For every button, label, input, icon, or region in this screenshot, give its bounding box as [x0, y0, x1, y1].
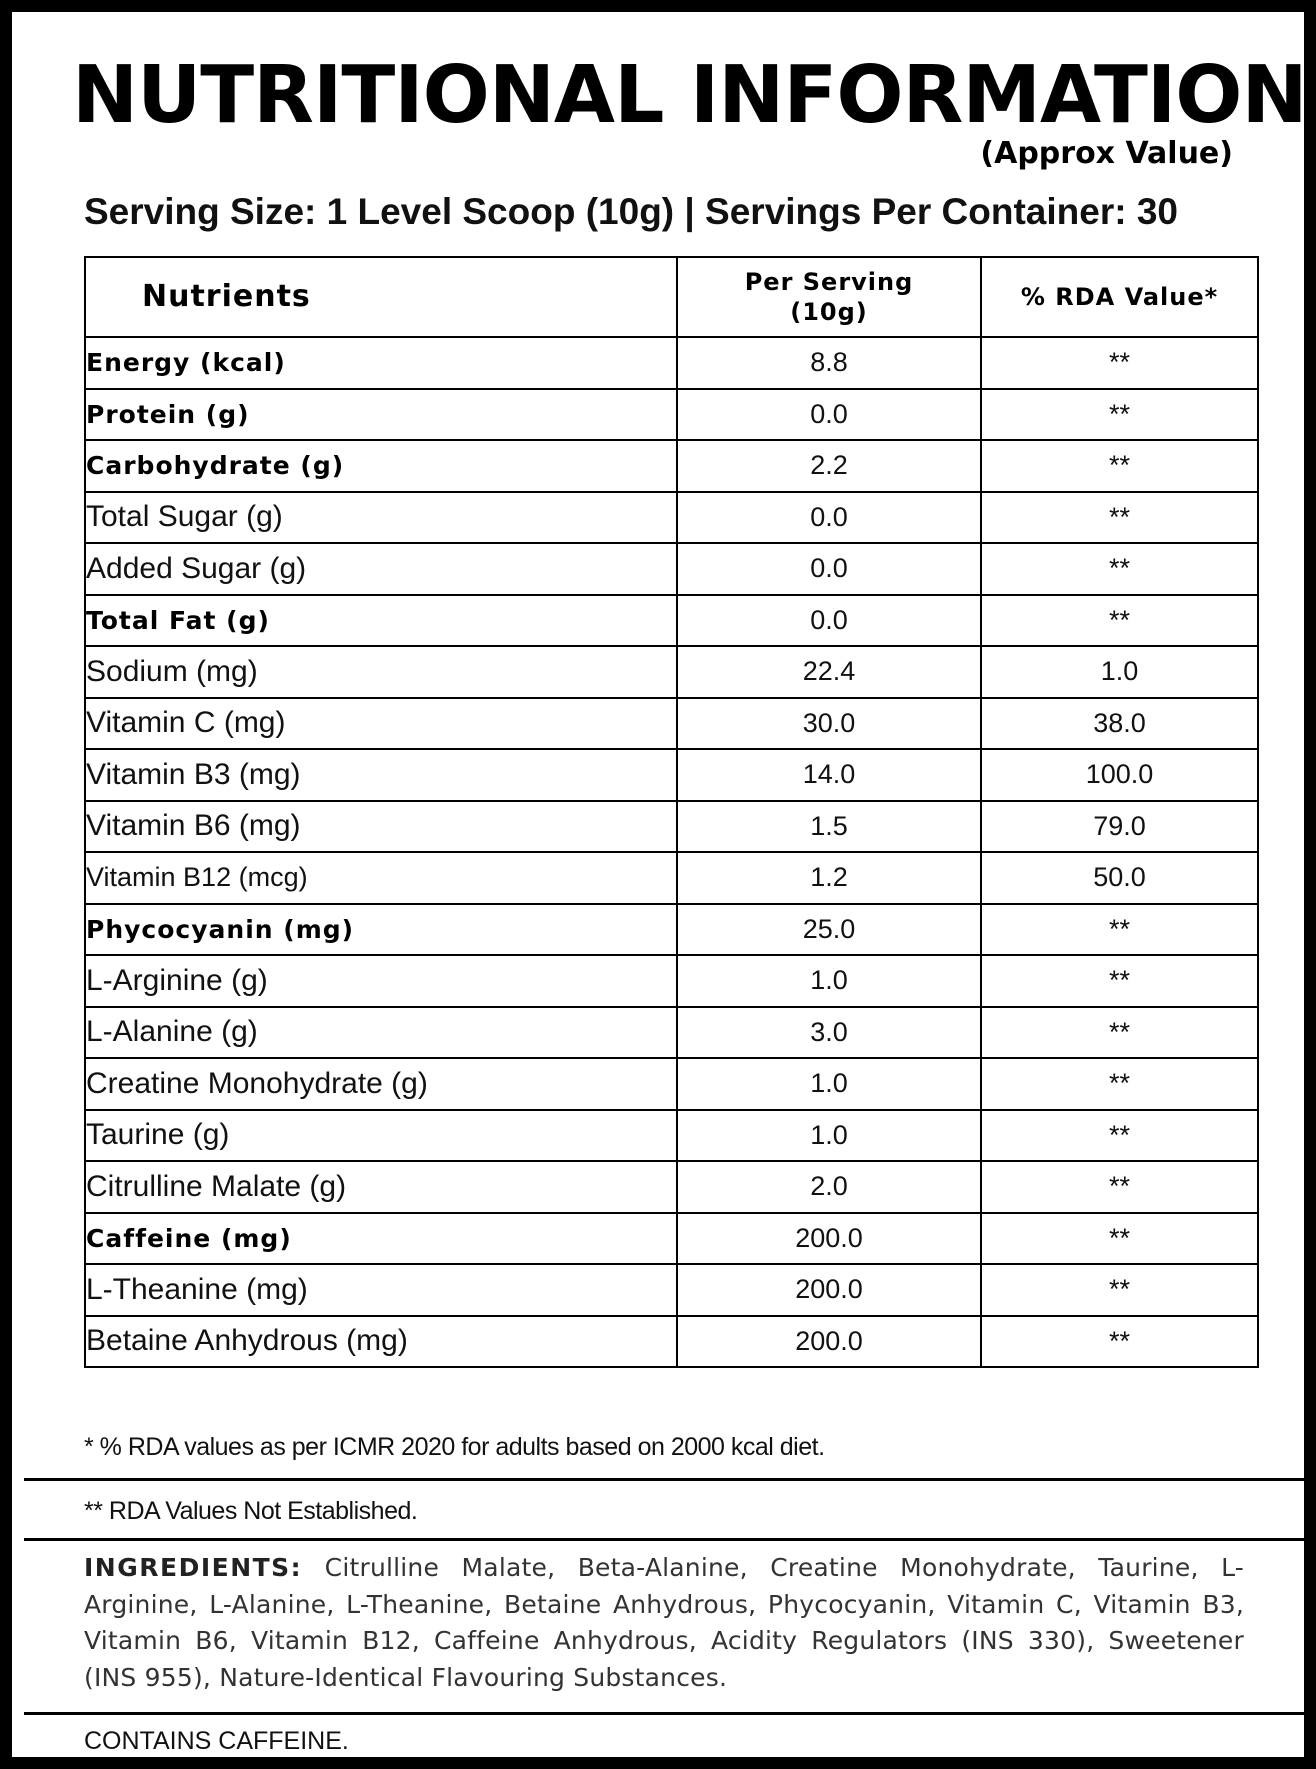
per-serving-value: 1.0 [677, 1110, 981, 1162]
header-per-serving [677, 257, 981, 337]
header-rda-value: % RDA Value* [981, 257, 1258, 337]
table-row [85, 492, 1258, 544]
nutrient-name: Creatine Monohydrate (g) [85, 1058, 677, 1110]
nutrient-name: Total Sugar (g) [85, 492, 677, 544]
nutrient-name: Vitamin B6 (mg) [85, 801, 677, 853]
per-serving-value: 1.0 [677, 955, 981, 1007]
rda-value: ** [981, 1110, 1258, 1162]
table-row [85, 646, 1258, 698]
per-serving-value: 0.0 [677, 543, 981, 595]
nutrient-name: Citrulline Malate (g) [85, 1161, 677, 1213]
rda-value: ** [981, 440, 1258, 492]
table-row [85, 543, 1258, 595]
rda-value: ** [981, 389, 1258, 441]
nutrition-table [84, 256, 1259, 1368]
table-row [85, 1161, 1258, 1213]
per-serving-value: 1.5 [677, 801, 981, 853]
header-nutrients: Nutrients [85, 257, 677, 337]
per-serving-value: 22.4 [677, 646, 981, 698]
rda-value: ** [981, 1213, 1258, 1265]
rda-value: ** [981, 337, 1258, 389]
per-serving-value: 1.0 [677, 1058, 981, 1110]
nutrient-name: Vitamin B12 (mcg) [85, 852, 677, 904]
rda-value: ** [981, 543, 1258, 595]
nutrient-name: Added Sugar (g) [85, 543, 677, 595]
nutrient-name: L-Arginine (g) [85, 955, 677, 1007]
nutrient-name: Vitamin C (mg) [85, 698, 677, 750]
nutrition-table-body [85, 337, 1258, 1367]
nutrient-name: Taurine (g) [85, 1110, 677, 1162]
rda-value: 1.0 [981, 646, 1258, 698]
header-per-serving-line2: (10g) [790, 298, 868, 326]
ingredients-text: Citrulline Malate, Beta-Alanine, Creatine Monohydrate, Taurine, L-Arginine, L-Alanine, L-Theanine, Betaine Anhydrous, Phycocyanin, Vitamin C, Vitamin B3, Vitamin B6, Vitamin B12, Caffeine Anhydrous, Acidity Regulators (INS 330), Sweetener (INS 955), Nature-Identical Flavouring Substances. [84, 1553, 1244, 1692]
per-serving-value: 0.0 [677, 492, 981, 544]
per-serving-value: 30.0 [677, 698, 981, 750]
table-row [85, 1264, 1258, 1316]
per-serving-value: 2.0 [677, 1161, 981, 1213]
per-serving-value: 200.0 [677, 1213, 981, 1265]
divider-line [24, 1478, 1316, 1481]
table-row [85, 440, 1258, 492]
rda-value: 100.0 [981, 749, 1258, 801]
table-row [85, 749, 1258, 801]
rda-value: ** [981, 1058, 1258, 1110]
nutrient-name: Betaine Anhydrous (mg) [85, 1316, 677, 1368]
footnote-not-established: ** RDA Values Not Established. [84, 1497, 418, 1525]
per-serving-value: 25.0 [677, 904, 981, 956]
nutrient-name: Phycocyanin (mg) [85, 904, 677, 956]
nutrient-name: L-Theanine (mg) [85, 1264, 677, 1316]
per-serving-value: 14.0 [677, 749, 981, 801]
per-serving-value: 1.2 [677, 852, 981, 904]
serving-size-line: Serving Size: 1 Level Scoop (10g) | Servings Per Container: 30 [84, 191, 1178, 232]
table-row [85, 955, 1258, 1007]
approx-value-note: (Approx Value) [980, 136, 1233, 171]
per-serving-value: 8.8 [677, 337, 981, 389]
nutrient-name: Protein (g) [85, 389, 677, 441]
per-serving-value: 200.0 [677, 1264, 981, 1316]
rda-value: ** [981, 1264, 1258, 1316]
nutrient-name: Carbohydrate (g) [85, 440, 677, 492]
nutrient-name: Total Fat (g) [85, 595, 677, 647]
rda-value: ** [981, 1161, 1258, 1213]
table-row [85, 1058, 1258, 1110]
nutrient-name: Sodium (mg) [85, 646, 677, 698]
nutrient-name: Vitamin B3 (mg) [85, 749, 677, 801]
table-row [85, 1007, 1258, 1059]
nutrient-name: Energy (kcal) [85, 337, 677, 389]
per-serving-value: 0.0 [677, 595, 981, 647]
per-serving-value: 3.0 [677, 1007, 981, 1059]
nutrient-name: L-Alanine (g) [85, 1007, 677, 1059]
rda-value: 38.0 [981, 698, 1258, 750]
rda-value: 79.0 [981, 801, 1258, 853]
rda-value: ** [981, 595, 1258, 647]
ingredients-block [84, 1550, 1244, 1696]
nutrient-name: Caffeine (mg) [85, 1213, 677, 1265]
rda-value: ** [981, 1316, 1258, 1368]
table-row [85, 698, 1258, 750]
table-row [85, 1213, 1258, 1265]
caffeine-warning: CONTAINS CAFFEINE. [84, 1727, 349, 1755]
ingredients-label: INGREDIENTS: [84, 1553, 303, 1582]
divider-line [24, 1712, 1316, 1715]
divider-line [24, 1538, 1316, 1541]
table-row [85, 337, 1258, 389]
rda-value: ** [981, 492, 1258, 544]
rda-value: ** [981, 1007, 1258, 1059]
header-per-serving-line1: Per Serving [744, 268, 914, 296]
table-row [85, 801, 1258, 853]
footnote-rda: * % RDA values as per ICMR 2020 for adults based on 2000 kcal diet. [84, 1433, 825, 1461]
rda-value: ** [981, 955, 1258, 1007]
table-row [85, 595, 1258, 647]
table-row [85, 904, 1258, 956]
table-row [85, 1316, 1258, 1368]
table-row [85, 852, 1258, 904]
per-serving-value: 0.0 [677, 389, 981, 441]
per-serving-value: 2.2 [677, 440, 981, 492]
page-title: NUTRITIONAL INFORMATION [72, 49, 1307, 141]
table-row [85, 389, 1258, 441]
table-row [85, 1110, 1258, 1162]
table-header-row [85, 257, 1258, 337]
rda-value: 50.0 [981, 852, 1258, 904]
rda-value: ** [981, 904, 1258, 956]
per-serving-value: 200.0 [677, 1316, 981, 1368]
